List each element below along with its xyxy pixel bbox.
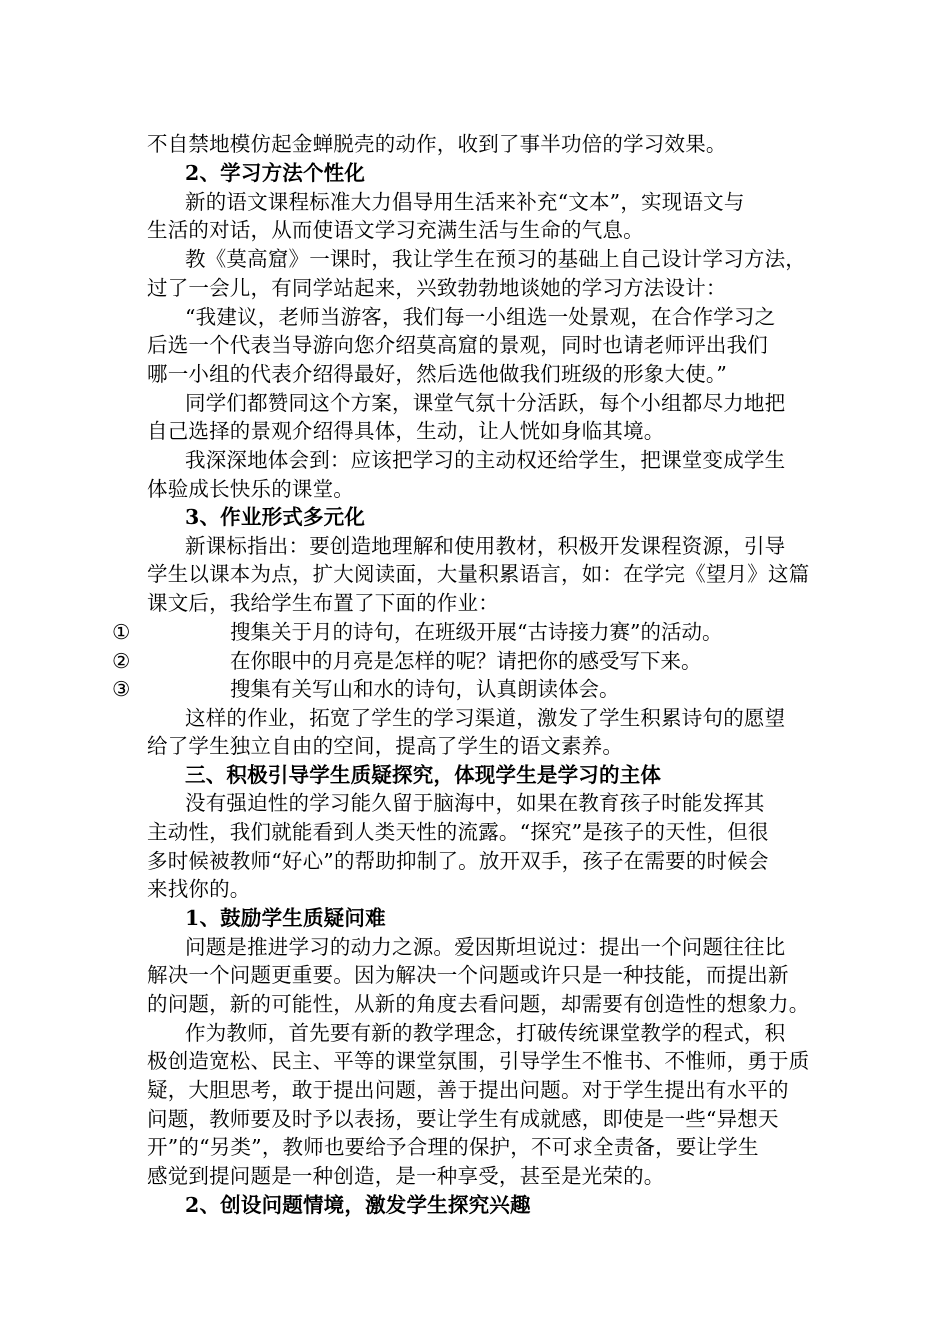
paragraph-line: 体验成长快乐的课堂。 (147, 477, 354, 501)
list-item: 搜集有关写山和水的诗句，认真朗读体会。 (230, 677, 620, 701)
paragraph-line: 过了一会儿，有同学站起来，兴致勃勃地谈她的学习方法设计： (147, 276, 727, 300)
paragraph-line: 问题是推进学习的动力之源。爱因斯坦说过：提出一个问题往往比 (185, 935, 786, 959)
paragraph-line: 新课标指出：要创造地理解和使用教材，积极开发课程资源，引导 (185, 534, 786, 558)
paragraph-line: 不自禁地模仿起金蝉脱壳的动作，收到了事半功倍的学习效果。 (147, 132, 727, 156)
list-item: 在你眼中的月亮是怎样的呢？请把你的感受写下来。 (230, 649, 702, 673)
paragraph-line: 课文后，我给学生布置了下面的作业： (147, 591, 499, 615)
paragraph-line: 我深深地体会到：应该把学习的主动权还给学生，把课堂变成学生 (185, 448, 786, 472)
paragraph-line: 多时候被教师“好心”的帮助抑制了。放开双手，孩子在需要的时候会 (147, 849, 769, 873)
list-item: 搜集关于月的诗句，在班级开展“古诗接力赛”的活动。 (230, 620, 723, 644)
paragraph-line: 开”的“另类”，教师也要给予合理的保护，不可求全责备，要让学生 (147, 1135, 759, 1159)
section-heading: 2、创设问题情境，激发学生探究兴趣 (185, 1193, 531, 1217)
section-heading: 1、鼓励学生质疑问难 (185, 906, 386, 930)
paragraph-line: 后选一个代表当导游向您介绍莫高窟的景观，同时也请老师评出我们 (147, 333, 768, 357)
paragraph-line: 感觉到提问题是一种创造，是一种享受，甚至是光荣的。 (147, 1164, 665, 1188)
paragraph-line: 解决一个问题更重要。因为解决一个问题或许只是一种技能，而提出新 (147, 963, 789, 987)
paragraph-line: 生活的对话，从而使语文学习充满生活与生命的气息。 (147, 218, 644, 242)
section-heading: 3、作业形式多元化 (185, 505, 366, 529)
paragraph-line: 这样的作业，拓宽了学生的学习渠道，激发了学生积累诗句的愿望 (185, 706, 786, 730)
paragraph-line: 极创造宽松、民主、平等的课堂氛围，引导学生不惟书、不惟师，勇于质 (147, 1049, 810, 1073)
list-marker: ① (112, 620, 131, 644)
paragraph-line: 主动性，我们就能看到人类天性的流露。“探究”是孩子的天性，但很 (147, 820, 769, 844)
paragraph-line: 教《莫高窟》一课时，我让学生在预习的基础上自己设计学习方法， (185, 247, 806, 271)
list-marker: ③ (112, 677, 131, 701)
paragraph-line: 学生以课本为点，扩大阅读面，大量积累语言，如：在学完《望月》这篇 (147, 562, 810, 586)
paragraph-line: “我建议，老师当游客，我们每一小组选一处景观，在合作学习之 (185, 305, 776, 329)
paragraph-line: 作为教师，首先要有新的教学理念，打破传统课堂教学的程式，积 (185, 1021, 786, 1045)
paragraph-line: 没有强迫性的学习能久留于脑海中，如果在教育孩子时能发挥其 (185, 791, 765, 815)
paragraph-line: 哪一小组的代表介绍得最好，然后选他做我们班级的形象大使。” (147, 362, 728, 386)
section-heading: 三、积极引导学生质疑探究，体现学生是学习的主体 (185, 763, 662, 787)
paragraph-line: 疑，大胆思考，敢于提出问题，善于提出问题。对于学生提出有水平的 (147, 1078, 789, 1102)
list-marker: ② (112, 649, 131, 673)
paragraph-line: 自己选择的景观介绍得具体，生动，让人恍如身临其境。 (147, 419, 665, 443)
paragraph-line: 的问题，新的可能性，从新的角度去看问题，却需要有创造性的想象力。 (147, 992, 810, 1016)
section-heading: 2、学习方法个性化 (185, 161, 366, 185)
paragraph-line: 同学们都赞同这个方案，课堂气氛十分活跃，每个小组都尽力地把 (185, 391, 786, 415)
paragraph-line: 给了学生独立自由的空间，提高了学生的语文素养。 (147, 734, 624, 758)
paragraph-line: 来找你的。 (147, 877, 251, 901)
paragraph-line: 问题，教师要及时予以表扬，要让学生有成就感，即使是一些“异想天 (147, 1107, 779, 1131)
paragraph-line: 新的语文课程标准大力倡导用生活来补充“文本”，实现语文与 (185, 190, 745, 214)
